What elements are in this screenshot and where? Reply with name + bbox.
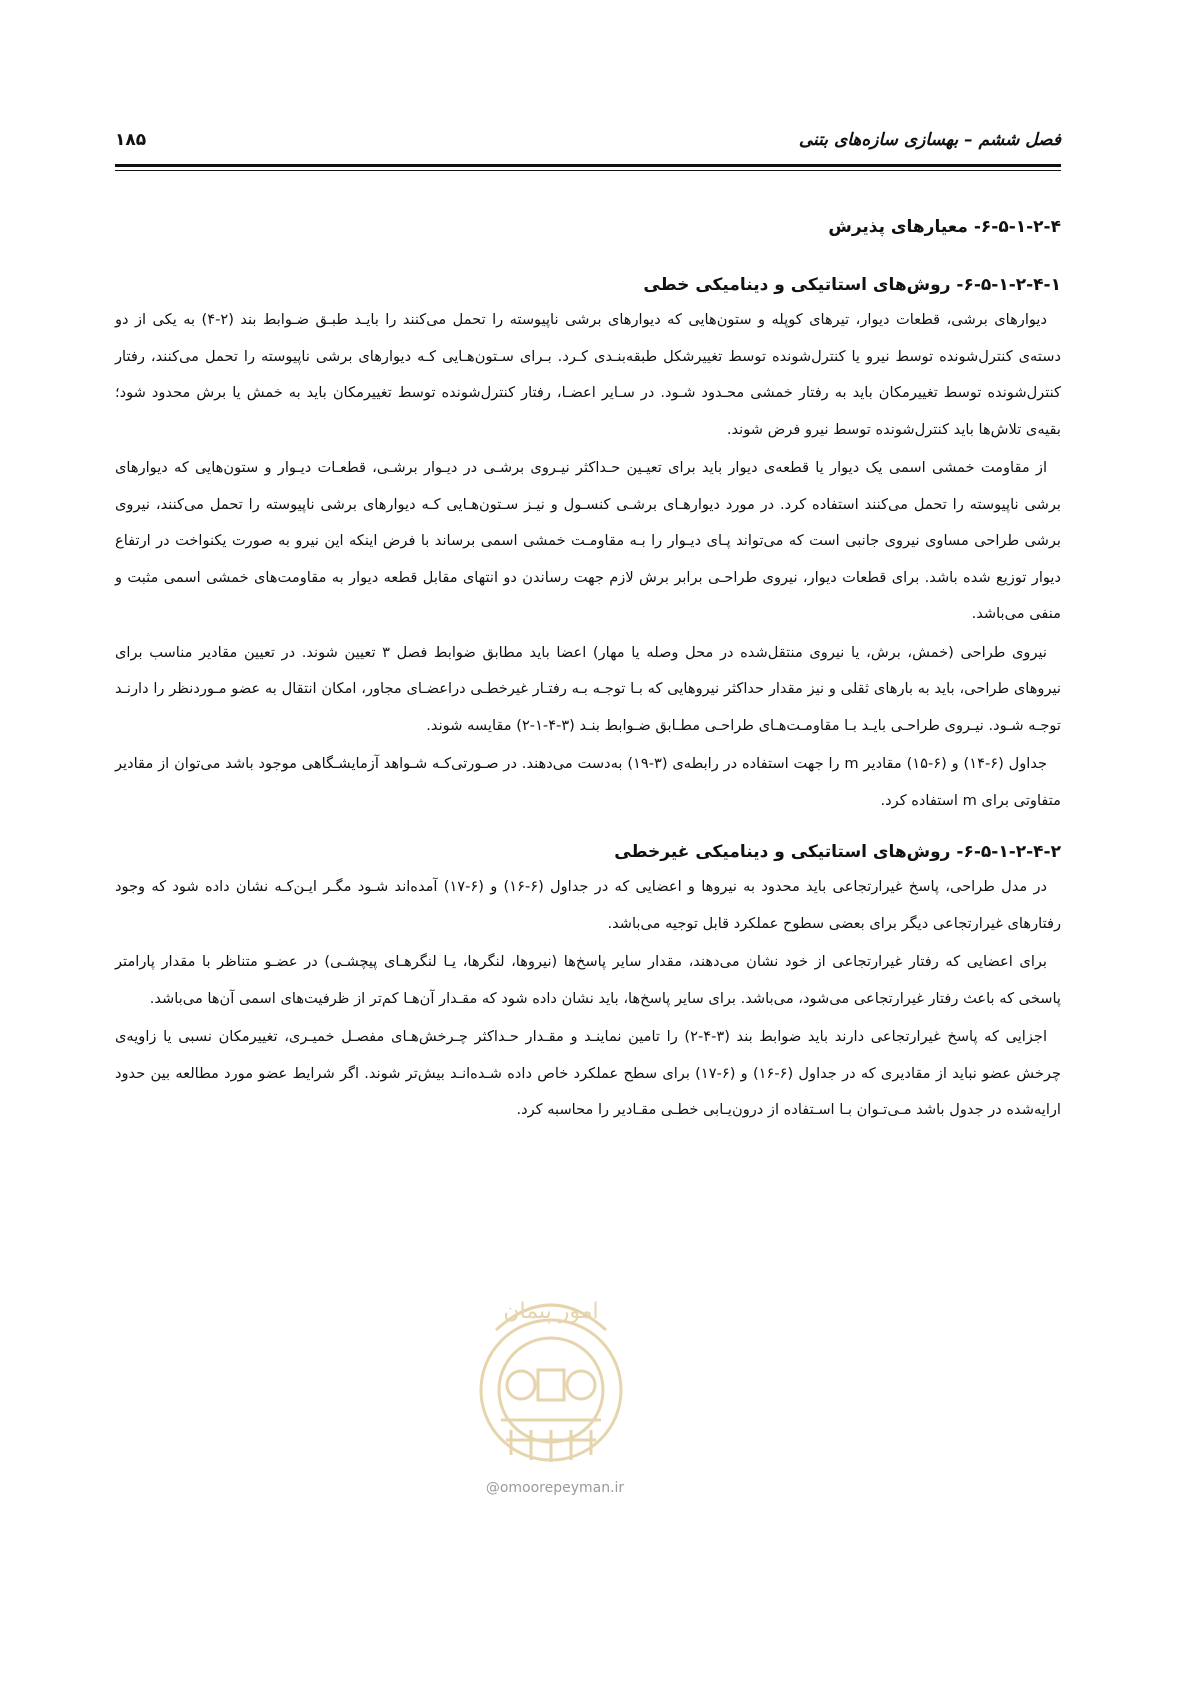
page-header: [115, 128, 1061, 168]
section-heading-acceptance-criteria: ۶-۵-۱-۲-۴- معیارهای پذیرش: [828, 217, 1061, 237]
paragraph: برای اعضایی که رفتار غیرارتجاعی از خود نشان می‌دهند، مقدار سایر پاسخ‌ها (نیروها، لنگرها، یـا لنگرهـای پیچشـی) در عضـو متناظر با مقدار پارامتر پاسخی که باعث رفتار غیرارتجاعی می‌شود، می‌باشد. برای سایر پاسخ‌ها، باید نشان داده شود که مقـدار آن‌هـا کم‌تر از ظرفیت‌های اسمی آن‌ها می‌باشد.: [115, 953, 1061, 1007]
paragraph: اجزایی که پاسخ غیرارتجاعی دارند باید ضوابط بند (۳-۴-۲) را تامین نماینـد و مقـدار حـداکثر چـرخش‌هـای مفصـل خمیـری، تغییرمکان نسبی یا زاویه‌ی چرخش عضو نباید از مقادیری که در جداول (۶-۱۶) و (۶-۱۷) برای سطح عملکرد خاص داده شـده‌انـد بیش‌تر شوند. اگر شرایط عضو مورد مطالعه بین حدود ارایه‌شده در جدول باشد مـی‌تـوان بـا اسـتفاده از درون‌یـابی خطـی مقـادیر را محاسبه کرد.: [115, 1028, 1061, 1118]
document-page: [115, 0, 1061, 1684]
chapter-title: فصل ششم – بهسازی سازه‌های بتنی: [798, 130, 1061, 150]
header-divider-thick: [115, 164, 1061, 167]
header-divider-thin: [115, 170, 1061, 171]
watermark-url: @omoorepeyman.ir: [485, 1480, 625, 1496]
page-body: [115, 212, 1061, 1131]
paragraph: نیروی طراحی (خمش، برش، یا نیروی منتقل‌شده در محل وصله یا مهار) اعضا باید مطابق ضوابط فصل ۳ تعیین شوند. در تعیین مقادیر مناسب برای نیروهای طراحی، باید به بارهای ثقلی و نیز مقدار حداکثر نیروهایی که بـا توجـه بـه رفتـار غیرخطـی دراعضـای مجاور، امکان انتقال به عضو مـوردنظر را دارنـد توجـه شـود. نیـروی طراحـی بایـد بـا مقاومـت‌هـای طراحـی مطـابق ضـوابط بنـد (۳-۴-۱-۲) مقایسه شوند.: [115, 643, 1061, 734]
section-heading-linear-methods: ۶-۵-۱-۲-۴-۱- روش‌های استاتیکی و دینامیکی خطی: [643, 275, 1061, 295]
paragraph: در مدل طراحی، پاسخ غیرارتجاعی باید محدود به نیروها و اعضایی که در جداول (۶-۱۶) و (۶-۱۷) آمده‌اند شـود مگـر ایـن‌کـه نشان داده شود که وجود رفتارهای غیرارتجاعی دیگر برای بعضی سطوح عملکرد قابل توجیه می‌باشد.: [115, 878, 1061, 932]
paragraph: دیوارهای برشی، قطعات دیوار، تیرهای کوپله و ستون‌هایی که دیوارهای برشی ناپیوسته را تحمل می‌کنند را بایـد طبـق ضـوابط بند (۲-۴) به یکی از دو دسته‌ی کنترل‌شونده توسط نیرو یا کنترل‌شونده توسط تغییرشکل طبقه‌بنـدی کـرد. بـرای سـتون‌هـایی کـه دیوارهای برشی ناپیوسته را تحمل می‌کنند، رفتار کنترل‌شونده توسط تغییرمکان باید به رفتار خمشی محـدود شـود. در سـایر اعضـا، رفتار کنترل‌شونده توسط تغییرمکان باید به خمش یا برش محدود شود؛ بقیه‌ی تلاش‌ها باید کنترل‌شونده توسط نیرو فرض شوند.: [115, 311, 1061, 438]
page-number: ۱۸۵: [115, 130, 147, 150]
paragraph: جداول (۶-۱۴) و (۶-۱۵) مقادیر m را جهت استفاده در رابطه‌ی (۳-۱۹) به‌دست می‌دهند. در صـورتی‌کـه شـواهد آزمایشـگاهی موجود باشد می‌توان از مقادیر متفاوتی برای m استفاده کرد.: [115, 755, 1061, 809]
section-heading-nonlinear-methods: ۶-۵-۱-۲-۴-۲- روش‌های استاتیکی و دینامیکی غیرخطی: [614, 842, 1061, 862]
paragraph: از مقاومت خمشی اسمی یک دیوار یا قطعه‌ی دیوار باید برای تعیـین حـداکثر نیـروی برشـی در دیـوار برشـی، قطعـات دیـوار و ستون‌هایی که دیوارهای برشی ناپیوسته را تحمل می‌کنند استفاده کرد. در مورد دیوارهـای برشـی کنسـول و نیـز سـتون‌هـایی کـه دیوارهای برشی ناپیوسته را تحمل می‌کنند، نیروی برشی طراحی مساوی نیروی جانبی است که می‌تواند پـای دیـوار را بـه مقاومـت خمشی اسمی برساند با فرض اینکه این نیرو به صورت یکنواخت در ارتفاع دیوار توزیع شده باشد. برای قطعات دیوار، نیروی طراحـی برابر برش لازم جهت رساندن دو انتهای مقابل قطعه دیوار به مقاومت‌های خمشی اسمی مثبت و منفی می‌باشد.: [115, 459, 1061, 622]
watermark-logo-text: امور پیمان: [503, 1299, 599, 1324]
